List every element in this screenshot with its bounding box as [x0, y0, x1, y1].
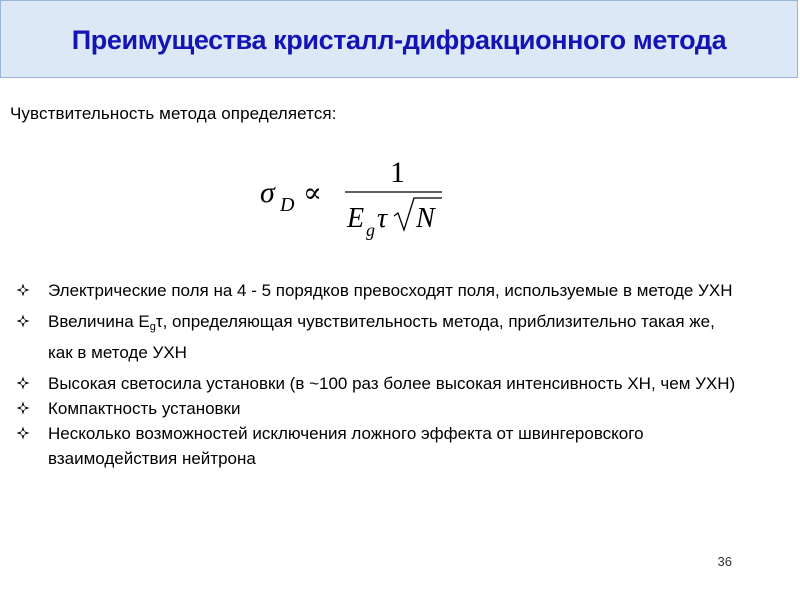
bullet-text: Высокая светосила установки (в ~100 раз более высокая интенсивность ХН, чем УХН): [48, 374, 736, 393]
formula-sigma: σ: [260, 176, 275, 209]
list-item: [16, 421, 736, 471]
formula-tau: τ: [377, 203, 388, 234]
bullet-text: Компактность установки: [48, 399, 241, 418]
intro-text: Чувствительность метода определяется:: [10, 104, 337, 123]
formula-proportional: ∝: [303, 178, 322, 209]
four-diamond-star-icon: [16, 426, 30, 440]
list-item: [16, 309, 736, 365]
advantages-list: [16, 278, 736, 471]
bullet-text: Электрические поля на 4 - 5 порядков превосходят поля, используемые в методе УХН: [48, 281, 733, 300]
four-diamond-star-icon: [16, 314, 30, 328]
bullet-text: Несколько возможностей исключения ложного эффекта от швингеровского взаимодействия нейтрона: [48, 424, 644, 468]
title-bar: [0, 0, 798, 78]
four-diamond-star-icon: [16, 283, 30, 297]
formula-N: N: [416, 203, 435, 234]
sensitivity-formula: [258, 150, 458, 245]
slide-title: Преимущества кристалл-дифракционного метода: [71, 25, 727, 55]
page-number: 36: [717, 554, 732, 569]
formula-E-subscript: g: [366, 220, 375, 240]
list-item: [16, 278, 736, 303]
four-diamond-star-icon: [16, 401, 30, 415]
bullet-text-pre: Ввеличина E: [48, 312, 150, 331]
formula-sigma-subscript: D: [280, 194, 295, 216]
bullet-text-post: τ, определяющая чувствительность метода, приблизительно такая же, как в методе УХН: [48, 312, 715, 362]
formula-numerator: 1: [390, 156, 405, 189]
list-item: [16, 396, 736, 421]
list-item: [16, 371, 736, 396]
formula-E: E: [347, 203, 365, 234]
bullet-subscript: g: [149, 321, 156, 333]
four-diamond-star-icon: [16, 376, 30, 390]
